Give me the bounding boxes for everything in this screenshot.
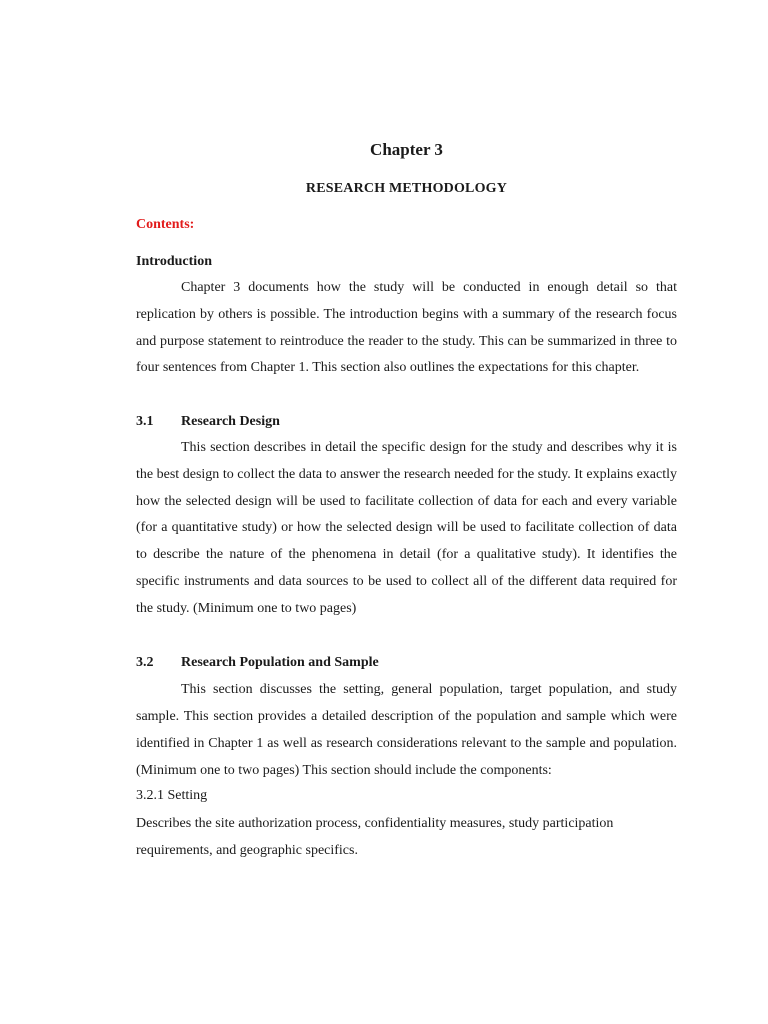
section-3-2-1-paragraph: Describes the site authorization process, confidentiality measures, study participation requirements, and geographic specifics. (136, 816, 614, 858)
section-3-2-heading (136, 655, 379, 671)
introduction-paragraph: Chapter 3 documents how the study will be conducted in enough detail so that replication by others is possible. The introduction begins with a summary of the research focus and purpose statement to reintroduce the reader to the study. This can be summarized in three to four sentences from Chapter 1. This section also outlines the expectations for this chapter. (136, 280, 677, 376)
section-3-2-paragraph: This section discusses the setting, general population, target population, and study sample. This section provides a detailed description of the population and sample which were identified in Chapter 1 as well as research considerations relevant to the sample and population. (Minimum one to two pages) This section should include the components: (136, 682, 677, 778)
section-3-1-number: 3.1 (136, 414, 154, 429)
section-3-2-title: Research Population and Sample (181, 655, 379, 670)
introduction-heading: Introduction (136, 254, 212, 269)
section-3-2-number: 3.2 (136, 655, 154, 670)
section-3-1-heading (136, 414, 280, 430)
contents-label: Contents: (136, 217, 195, 232)
section-3-2-1-heading: 3.2.1 Setting (136, 788, 208, 803)
section-3-1-title: Research Design (181, 414, 280, 429)
section-3-1-paragraph: This section describes in detail the specific design for the study and describes why it is the best design to collect the data to answer the research needed for the study. It explains exactly how the selected design will be used to facilitate collection of data for each and every variable (for a quantitative study) or how the selected design will be used to facilitate collection of data to describe the nature of the phenomena in detail (for a qualitative study). It identifies the specific instruments and data sources to be used to collect all of the different data required for the study. (Minimum one to two pages) (136, 440, 677, 616)
chapter-title: Chapter 3 (370, 140, 443, 159)
chapter-subtitle: RESEARCH METHODOLOGY (305, 181, 508, 196)
